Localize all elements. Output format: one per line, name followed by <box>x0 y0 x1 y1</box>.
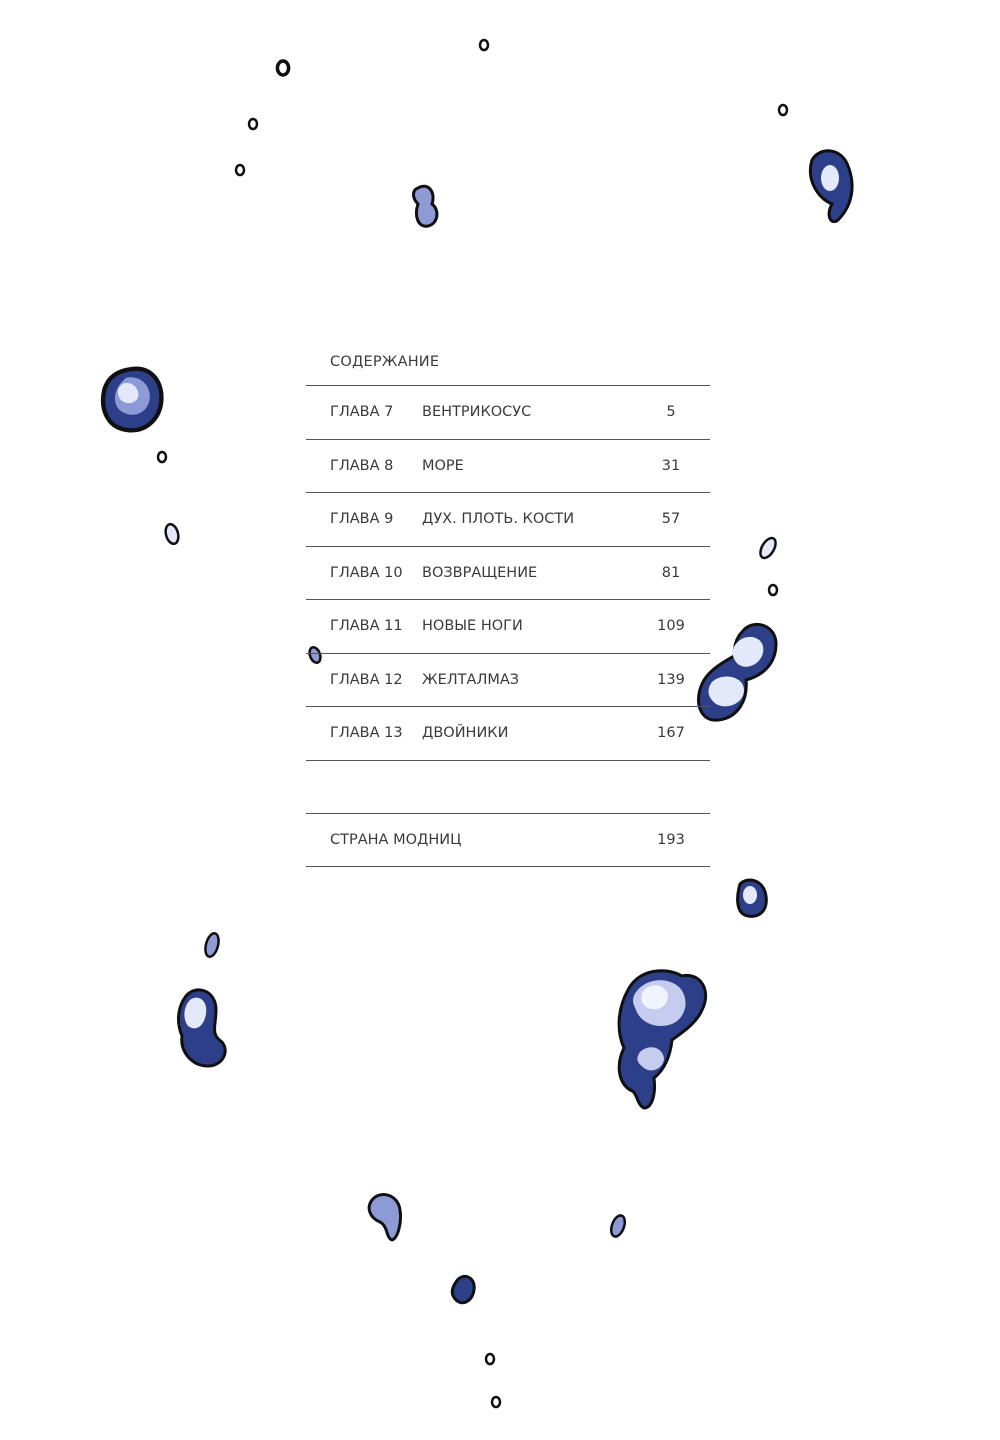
toc-row[interactable] <box>306 440 710 494</box>
chapter-page: 109 <box>657 618 685 635</box>
chapter-title: НОВЫЕ НОГИ <box>422 618 523 635</box>
chapter-page: 167 <box>657 725 685 742</box>
toc-row[interactable] <box>306 547 710 601</box>
chapter-page: 31 <box>661 457 681 474</box>
chapter-title: ВЕНТРИКОСУС <box>422 404 532 421</box>
chapter-number: ГЛАВА 13 <box>330 725 403 742</box>
extra-title: СТРАНА МОДНИЦ <box>330 831 462 848</box>
toc-row[interactable] <box>306 654 710 708</box>
toc-row-extra[interactable] <box>306 814 710 868</box>
chapter-title: ЖЕЛТАЛМАЗ <box>422 671 520 688</box>
chapter-page: 57 <box>661 511 681 528</box>
toc-row[interactable] <box>306 600 710 654</box>
chapter-title: ДУХ. ПЛОТЬ. КОСТИ <box>422 511 575 528</box>
chapter-number: ГЛАВА 10 <box>330 564 403 581</box>
toc-row[interactable] <box>306 707 710 761</box>
toc-title: СОДЕРЖАНИЕ <box>306 338 710 386</box>
chapter-number: ГЛАВА 11 <box>330 618 403 635</box>
table-of-contents <box>306 338 710 867</box>
chapter-number: ГЛАВА 7 <box>330 404 394 421</box>
toc-divider <box>306 761 710 814</box>
toc-row[interactable] <box>306 493 710 547</box>
chapter-number: ГЛАВА 9 <box>330 511 394 528</box>
chapter-page: 139 <box>657 671 685 688</box>
droplet-ring <box>480 40 488 50</box>
chapter-title: ВОЗВРАЩЕНИЕ <box>422 564 538 581</box>
chapter-page: 81 <box>661 564 681 581</box>
chapter-title: ДВОЙНИКИ <box>422 725 509 742</box>
chapter-number: ГЛАВА 8 <box>330 457 394 474</box>
chapter-title: МОРЕ <box>422 457 464 474</box>
chapter-number: ГЛАВА 12 <box>330 671 403 688</box>
extra-page: 193 <box>657 831 685 848</box>
toc-row[interactable] <box>306 386 710 440</box>
chapter-page: 5 <box>666 404 676 421</box>
